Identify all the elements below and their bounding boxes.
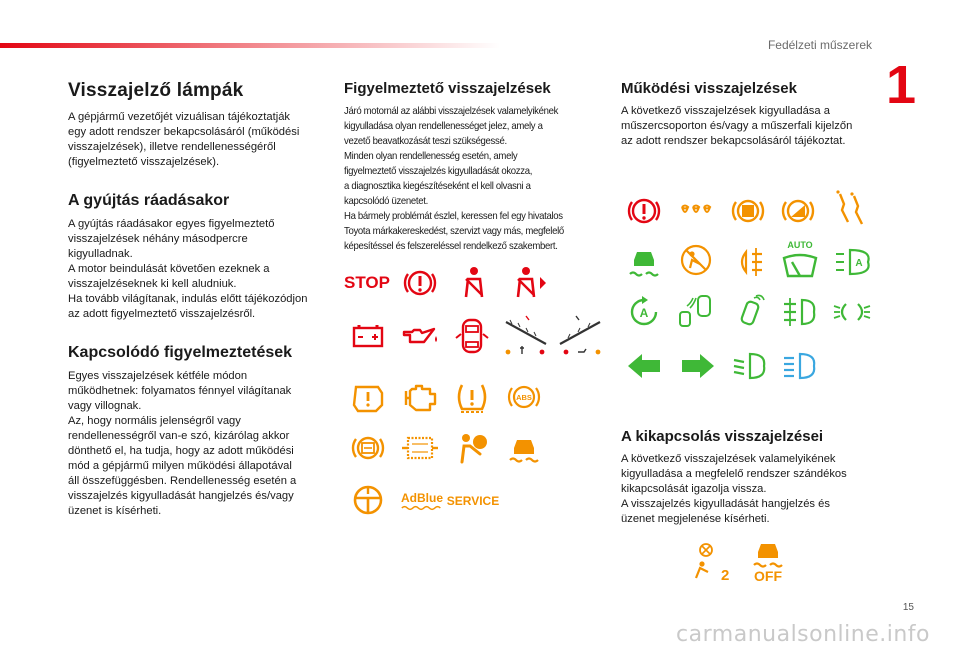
warning-text: Járó motornál az alábbi visszajelzések valamelyikének kigyulladása olyan rendellenességet jelez, amely a vezető beavatkozását teszi szükségessé. Minden olyan rendellenesség esetén, amely figyelmeztető visszajelzés kigyulladását okozza, a diagnosztika kiegészítéseként el kell olvasni a kapcsolódó üzenetet. Ha bármely problémát észlel, keressen fel egy hivatalos Toyota márkakereskedést, szervizt vagy más, megfelelő képesítéssel és felszereléssel rendelkező szakembert. — [344, 106, 564, 252]
brake-pad-icon — [728, 191, 768, 231]
stop-start-label: A — [639, 306, 649, 320]
deactivation-text: A következő visszajelzések valamelyikének kigyulladása a megfelelő rendszer szándékos kikapcsolását igazolja vissza. A visszajelzés kigyulladását hangjelzés és üzenet megjelenése kísérheti. — [621, 453, 847, 525]
abs-icon — [504, 377, 544, 417]
stop-start-icon — [624, 292, 664, 332]
related-text: Egyes visszajelzések kétféle módon működhetnek: folyamatos fénnyel világítanak vagy villognak. Az, hogy normális jelenségről vagy rendellenességről van-e szó, kizárólag akkor dönthető el, ha tudja, hogy az adott működési mód a gépjármű milyen működési állapotával áll összefüggésben. Rendellenesség esetén a visszajelzés kigyulladását hangjelzés és/vagy üzenet is kísérheti. — [68, 370, 297, 517]
column-status-indicators — [621, 80, 886, 149]
hill-assist-icon — [778, 191, 818, 231]
auto-beam-label: A — [855, 258, 863, 269]
ignition-text: A gyújtás ráadásakor egyes figyelmeztető visszajelzések néhány másodpercre kigyulladnak. A motor beindulását követően ezeknek a visszajelzéseknek ki kell aludniuk. Ha tovább világítanak, indulás előtt tájékozódjon az adott figyelmeztető visszajelzésről. — [68, 218, 308, 320]
parking-sensor-icon — [730, 292, 770, 332]
side-lights-icon — [832, 292, 872, 332]
steering-fault-icon — [348, 377, 388, 417]
door-open-icon — [452, 316, 492, 356]
status-text: A következő visszajelzések kigyulladása a műszercsoporton és/vagy a műszerfali kijelzőn az adott rendszer bekapcsolásáról tájékoztat. — [621, 105, 853, 147]
blind-spot-icon — [676, 290, 716, 330]
alert-icon — [400, 263, 440, 303]
main-beam-icon — [780, 346, 820, 386]
dipped-beam-icon — [730, 346, 770, 386]
passenger-seatbelt-icon — [508, 263, 548, 303]
seatbelt-icon — [452, 263, 492, 303]
oil-level-gauge-icon — [556, 314, 604, 360]
column-warning-lamps — [68, 80, 328, 519]
column-warning-indicators — [344, 80, 606, 254]
deactivation-heading: A kikapcsolás visszajelzései — [621, 428, 824, 445]
deactivation-section — [621, 428, 886, 527]
oil-pressure-icon — [400, 316, 440, 356]
engine-check-icon — [400, 377, 440, 417]
chapter-number: 1 — [885, 55, 916, 115]
esp-off-icon: OFF — [748, 536, 788, 586]
tyre-pressure-icon — [452, 377, 492, 417]
fog-rear-icon — [730, 242, 770, 282]
service-icon: SERVICE — [446, 494, 500, 508]
intro-text: A gépjármű vezetőjét vizuálisan tájékoztatják egy adott rendszer bekapcsolásáról (működési visszajelzések), illetve rendellenességéről (figyelmeztető visszajelzések). — [68, 111, 300, 168]
skid-icon — [624, 242, 664, 282]
auto-wiper-icon: AUTO — [780, 238, 820, 282]
watermark: carmanualsonline.info — [676, 622, 930, 647]
stability-control-icon — [504, 428, 544, 468]
particle-filter-icon — [400, 428, 440, 468]
steering-wheel-icon — [348, 480, 388, 520]
temperature-gauge-icon — [502, 314, 550, 360]
front-fog-icon — [780, 292, 820, 332]
abs-label: ABS — [516, 393, 532, 402]
page-number: 15 — [902, 602, 914, 613]
ignition-heading: A gyújtás ráadásakor — [68, 192, 230, 209]
stop-icon: STOP — [344, 273, 390, 292]
status-heading: Működési visszajelzések — [621, 80, 797, 97]
brake-fault-icon — [348, 428, 388, 468]
section-title: Fedélzeti műszerek — [767, 38, 872, 52]
red-alert-icon — [624, 191, 664, 231]
airbag-off-icon — [676, 240, 716, 280]
glow-plug-icon — [678, 191, 718, 231]
auto-beam-icon — [832, 242, 872, 282]
battery-icon — [348, 316, 388, 356]
right-indicator-icon — [678, 346, 718, 386]
adblue-icon: AdBlue — [398, 486, 446, 516]
airbag-deactivated-icon — [690, 540, 730, 586]
left-indicator-icon — [624, 346, 664, 386]
airbag-icon — [452, 428, 492, 468]
related-heading: Kapcsolódó figyelmeztetések — [68, 344, 293, 361]
header-accent-bar — [0, 43, 500, 48]
sensor-feet-icon — [830, 188, 870, 228]
airbag-off-number: 2 — [721, 567, 730, 584]
warning-heading: Figyelmeztető visszajelzések — [344, 80, 551, 97]
page-title: Visszajelző lámpák — [68, 80, 244, 101]
